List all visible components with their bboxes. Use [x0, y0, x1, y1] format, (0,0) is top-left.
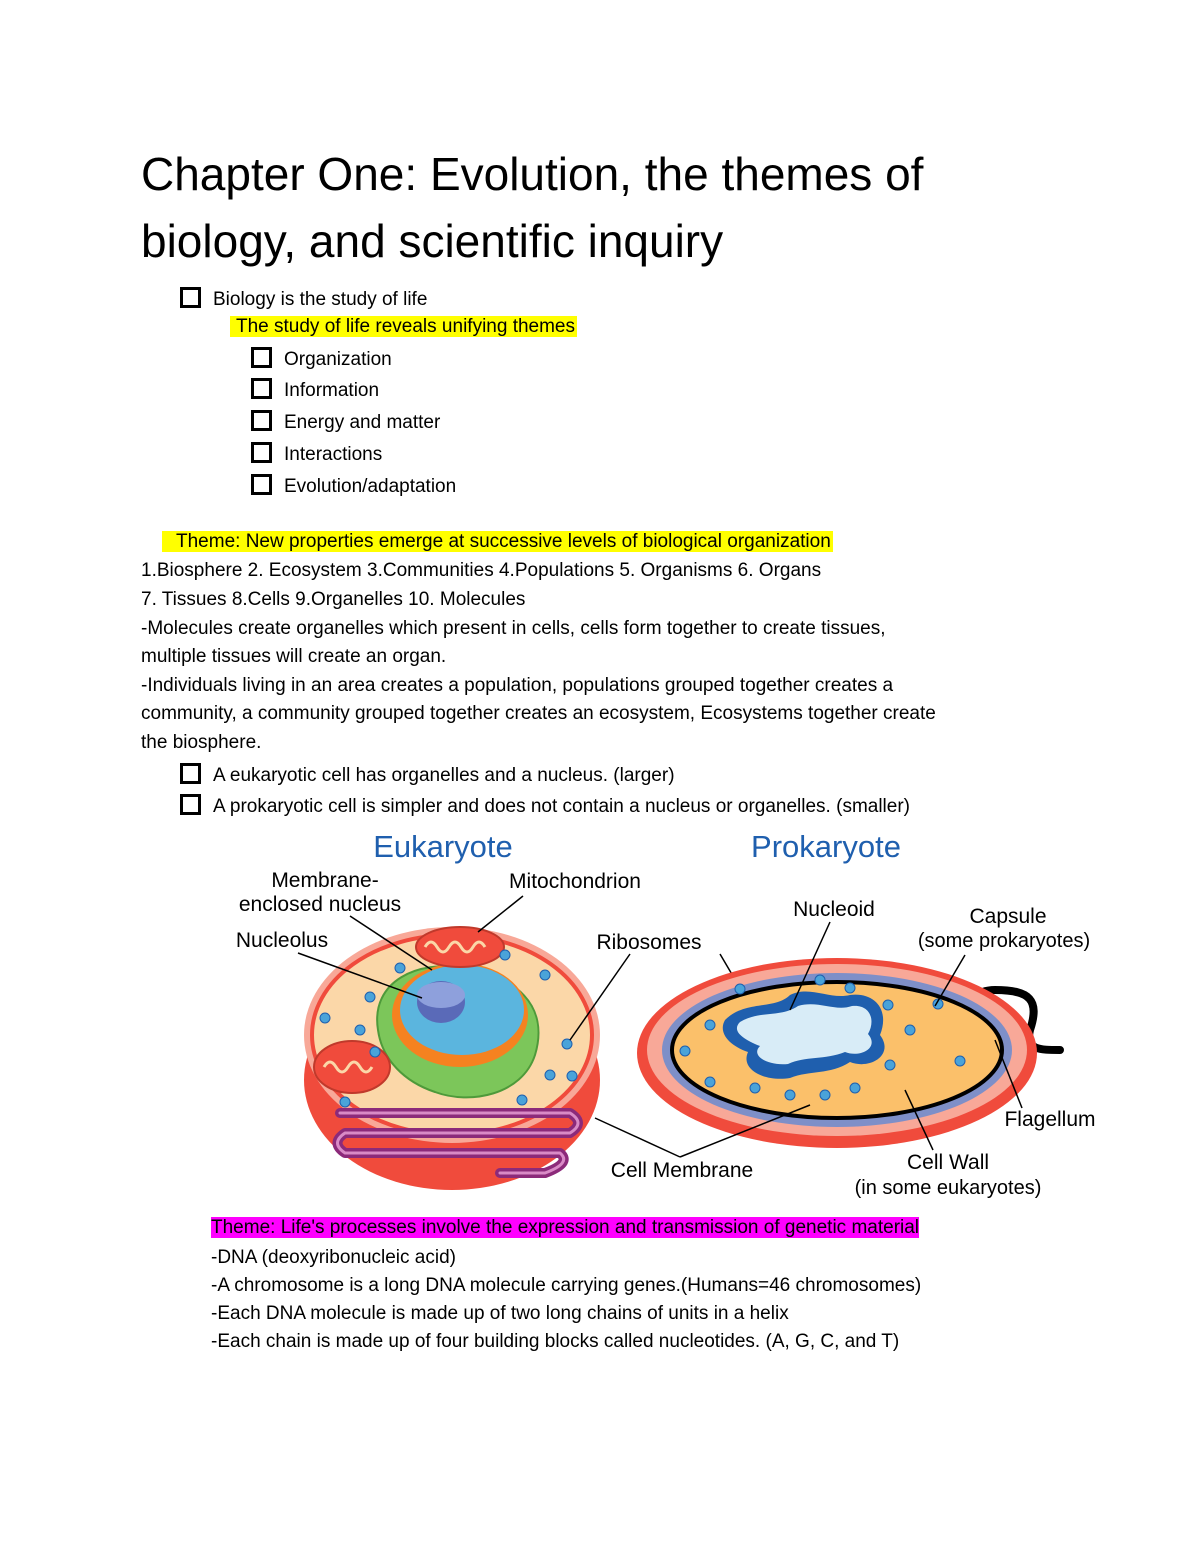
text-line: -Each chain is made up of four building blocks called nucleotides. (A, G, C, and T)	[211, 1331, 900, 1352]
highlight-genetic-material	[211, 1217, 919, 1239]
highlight-text: Theme: New properties emerge at successive levels of biological organization	[162, 531, 833, 552]
checkbox-icon	[180, 287, 201, 308]
label-capsule-note: (some prokaryotes)	[917, 930, 1091, 952]
page-title-line2: biology, and scientific inquiry	[141, 215, 724, 267]
prokaryote-title: Prokaryote	[751, 829, 901, 864]
cell-diagram	[200, 820, 1140, 1210]
text-line: -DNA (deoxyribonucleic acid)	[211, 1247, 456, 1268]
checkbox-icon	[251, 442, 272, 463]
label-cell-wall-note: (in some eukaryotes)	[854, 1177, 1042, 1199]
page-title-line1: Chapter One: Evolution, the themes of	[141, 148, 924, 200]
text-line: community, a community grouped together creates an ecosystem, Ecosystems together create	[141, 703, 936, 724]
text-line: -Individuals living in an area creates a population, populations grouped together creates a	[141, 675, 894, 696]
label-ribosomes: Ribosomes	[596, 931, 702, 954]
nucleolus-highlight	[417, 982, 465, 1008]
label-nucleolus: Nucleolus	[235, 929, 329, 952]
text-line: 7. Tissues 8.Cells 9.Organelles 10. Molecules	[141, 589, 526, 610]
label-nucleoid: Nucleoid	[793, 898, 875, 921]
highlight-unifying-themes	[230, 316, 577, 338]
eukaryote-title: Eukaryote	[373, 829, 513, 864]
highlight-text: Theme: Life's processes involve the expression and transmission of genetic material	[211, 1217, 920, 1238]
checkbox-icon	[251, 474, 272, 495]
label-mitochondrion: Mitochondrion	[509, 870, 641, 893]
checkbox-icon	[251, 347, 272, 368]
text-line: -Molecules create organelles which present in cells, cells form together to create tissues,	[141, 618, 886, 639]
label-cell-wall: Cell Wall	[906, 1151, 990, 1174]
label-cell-membrane: Cell Membrane	[610, 1159, 754, 1182]
bullet-prokaryotic: A prokaryotic cell is simpler and does not contain a nucleus or organelles. (smaller)	[180, 794, 910, 818]
text-line: -A chromosome is a long DNA molecule carrying genes.(Humans=46 chromosomes)	[211, 1275, 922, 1296]
checkbox-icon	[251, 410, 272, 431]
text-line: -Each DNA molecule is made up of two long chains of units in a helix	[211, 1303, 789, 1324]
theme-item: Interactions	[251, 442, 382, 466]
text-line: multiple tissues will create an organ.	[141, 646, 447, 667]
checkbox-icon	[180, 794, 201, 815]
theme-item: Organization	[251, 347, 392, 371]
label-capsule: Capsule	[969, 905, 1047, 928]
highlight-emergent-properties	[162, 531, 833, 553]
theme-item: Evolution/adaptation	[251, 474, 456, 498]
theme-item: Energy and matter	[251, 410, 440, 434]
label-membrane-1: Membrane-	[271, 869, 379, 892]
text-line: 1.Biosphere 2. Ecosystem 3.Communities 4.Populations 5. Organisms 6. Organs	[141, 560, 822, 581]
text-line: the biosphere.	[141, 732, 262, 753]
highlight-text: The study of life reveals unifying themes	[230, 316, 577, 337]
label-membrane-2: enclosed nucleus	[238, 893, 402, 916]
label-flagellum: Flagellum	[1004, 1108, 1096, 1131]
bullet-eukaryotic: A eukaryotic cell has organelles and a nucleus. (larger)	[180, 763, 675, 787]
checkbox-icon	[180, 763, 201, 784]
checkbox-icon	[251, 378, 272, 399]
theme-item: Information	[251, 378, 379, 402]
bullet-biology: Biology is the study of life	[180, 287, 427, 311]
